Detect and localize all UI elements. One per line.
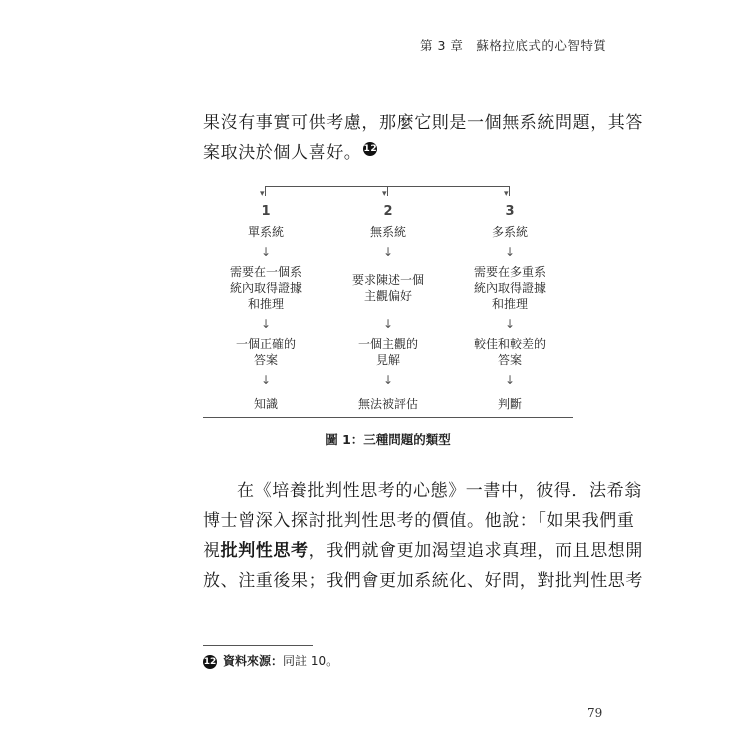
- column-2-answer-line-2: 見解: [375, 353, 400, 367]
- column-1-answer-line-1: 一個正確的: [235, 337, 296, 351]
- column-2-arrow-1: ↓: [382, 245, 394, 259]
- column-3-requirement-line-2: 統內取得證據: [473, 281, 546, 295]
- footnote-label: 資料來源：: [223, 654, 284, 668]
- column-1-answer-line-2: 答案: [253, 353, 278, 367]
- column-3-requirement-line-1: 需要在多重系: [473, 265, 546, 279]
- column-1-arrow-2: ↓: [260, 317, 272, 331]
- column-2-arrow-3: ↓: [382, 373, 394, 387]
- tree-branch-2: [387, 186, 388, 196]
- problem-types-diagram: [203, 180, 573, 425]
- column-3-arrow-3: ↓: [504, 373, 516, 387]
- paragraph-1-line-1: 果沒有事實可供考慮，那麼它則是一個無系統問題，其答: [203, 113, 643, 133]
- column-1-arrow-1: ↓: [260, 245, 272, 259]
- paragraph-2-line-2: 博士曾深入探討批判性思考的價值。他說：「如果我們重: [203, 511, 635, 531]
- column-2-requirement-line-1: 要求陳述一個: [351, 273, 424, 287]
- column-1-arrow-3: ↓: [260, 373, 272, 387]
- column-1-result: 知識: [253, 397, 278, 411]
- paragraph-1-line-2-text: 案取決於個人喜好。: [203, 143, 362, 163]
- footnote: [203, 652, 338, 669]
- tree-branch-1: [265, 186, 266, 196]
- running-head: 第 3 章 蘇格拉底式的心智特質: [420, 38, 607, 53]
- footnote-number-marker: 12: [203, 656, 217, 667]
- column-2-number: 2: [383, 204, 393, 219]
- column-3-title: 多系統: [491, 225, 528, 239]
- paragraph-2-line-3: [203, 536, 644, 566]
- column-3-answer-line-1: 較佳和較差的: [473, 337, 546, 351]
- column-3-requirement-line-3: 和推理: [491, 297, 528, 311]
- paragraph-2-line-3-suffix: ，我們就會更加渴望追求真理，而且思想開: [308, 541, 644, 561]
- figure-caption: 圖 1：三種問題的類型: [325, 432, 451, 447]
- branch-arrow-3: ▾: [504, 189, 509, 199]
- column-2-result: 無法被評估: [357, 397, 418, 411]
- column-2-title: 無系統: [369, 225, 406, 239]
- column-2-requirement-line-2: 主觀偏好: [363, 289, 412, 303]
- paragraph-2-line-3-prefix: 視: [203, 541, 221, 561]
- page-number: 79: [587, 706, 603, 720]
- footnote-rule: [203, 645, 313, 646]
- branch-arrow-2: ▾: [382, 189, 387, 199]
- critical-thinking-term: 批判性思考: [220, 541, 309, 561]
- column-3-arrow-1: ↓: [504, 245, 516, 259]
- branch-arrow-1: ▾: [260, 189, 265, 199]
- column-3-result: 判斷: [497, 397, 522, 411]
- footnote-text: 同註 10。: [283, 654, 339, 668]
- column-3-number: 3: [505, 204, 515, 219]
- tree-branch-3: [509, 186, 510, 196]
- paragraph-1-line-2: [203, 138, 583, 168]
- footnote-marker[interactable]: 12: [363, 144, 378, 155]
- column-3-arrow-2: ↓: [504, 317, 516, 331]
- column-1-requirement-line-3: 和推理: [247, 297, 284, 311]
- paragraph-2-line-1: 在《培養批判性思考的心態》一書中，彼得．法希翁: [237, 481, 642, 501]
- diagram-bottom-rule: [203, 417, 573, 418]
- column-1-title: 單系統: [247, 225, 284, 239]
- column-2-arrow-2: ↓: [382, 317, 394, 331]
- paragraph-1: [203, 108, 643, 168]
- column-1-number: 1: [261, 204, 271, 219]
- paragraph-2: [203, 476, 644, 596]
- column-1-requirement-line-2: 統內取得證據: [229, 281, 302, 295]
- column-2-answer-line-1: 一個主觀的: [357, 337, 418, 351]
- column-3-answer-line-2: 答案: [497, 353, 522, 367]
- paragraph-2-line-4: 放、注重後果；我們會更加系統化、好問，對批判性思考: [203, 571, 643, 591]
- column-1-requirement-line-1: 需要在一個系: [229, 265, 302, 279]
